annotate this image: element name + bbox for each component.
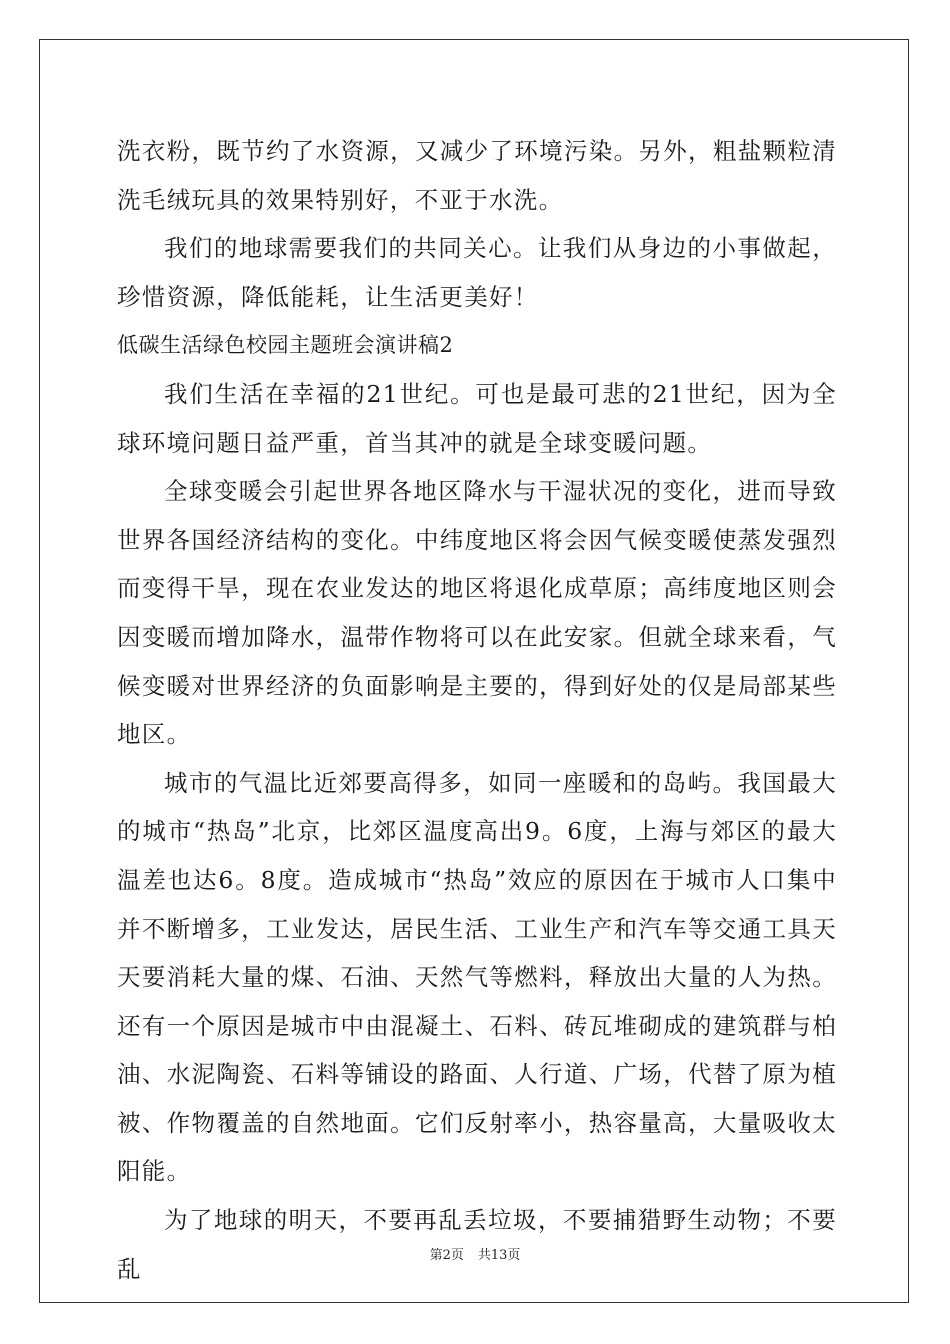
page-total: 共13页 — [477, 1248, 521, 1263]
section-heading: 低碳生活绿色校园主题班会演讲稿2 — [117, 333, 454, 358]
paragraph: 我们的地球需要我们的共同关心。让我们从身边的小事做起，珍惜资源，降低能耗，让生活更美好！ — [117, 234, 837, 311]
paragraph-truncated: 为了地球的明天，不要再乱丢垃圾，不要捕猎野生动物；不要乱 — [117, 1206, 837, 1283]
document-body — [117, 127, 837, 1293]
paragraph: 城市的气温比近郊要高得多，如同一座暖和的岛屿。我国最大的城市“热岛”北京，比郊区温度高出9。6度，上海与郊区的最大温差也达6。8度。造成城市“热岛”效应的原因在于城市人口集中并不断增多，工业发达，居民生活、工业生产和汽车等交通工具天天要消耗大量的煤、石油、天然气等燃料，释放出大量的人为热。还有一个原因是城市中由混凝土、石料、砖瓦堆砌成的建筑群与柏油、水泥陶瓷、石料等铺设的路面、人行道、广场，代替了原为植被、作物覆盖的自然地面。它们反射率小，热容量高，大量吸收太阳能。 — [117, 768, 837, 1186]
page-footer — [0, 1244, 950, 1263]
page-number: 第2页 — [429, 1248, 464, 1263]
paragraph-continuation: 洗衣粉，既节约了水资源，又减少了环境污染。另外，粗盐颗粒清洗毛绒玩具的效果特别好，不亚于水洗。 — [117, 137, 837, 214]
paragraph: 我们生活在幸福的21世纪。可也是最可悲的21世纪，因为全球环境问题日益严重，首当其冲的就是全球变暖问题。 — [117, 379, 837, 457]
paragraph: 全球变暖会引起世界各地区降水与干湿状况的变化，进而导致世界各国经济结构的变化。中纬度地区将会因气候变暖使蒸发强烈而变得干旱，现在农业发达的地区将退化成草原；高纬度地区则会因变暖而增加降水，温带作物将可以在此安家。但就全球来看，气候变暖对世界经济的负面影响是主要的，得到好处的仅是局部某些地区。 — [117, 477, 837, 749]
